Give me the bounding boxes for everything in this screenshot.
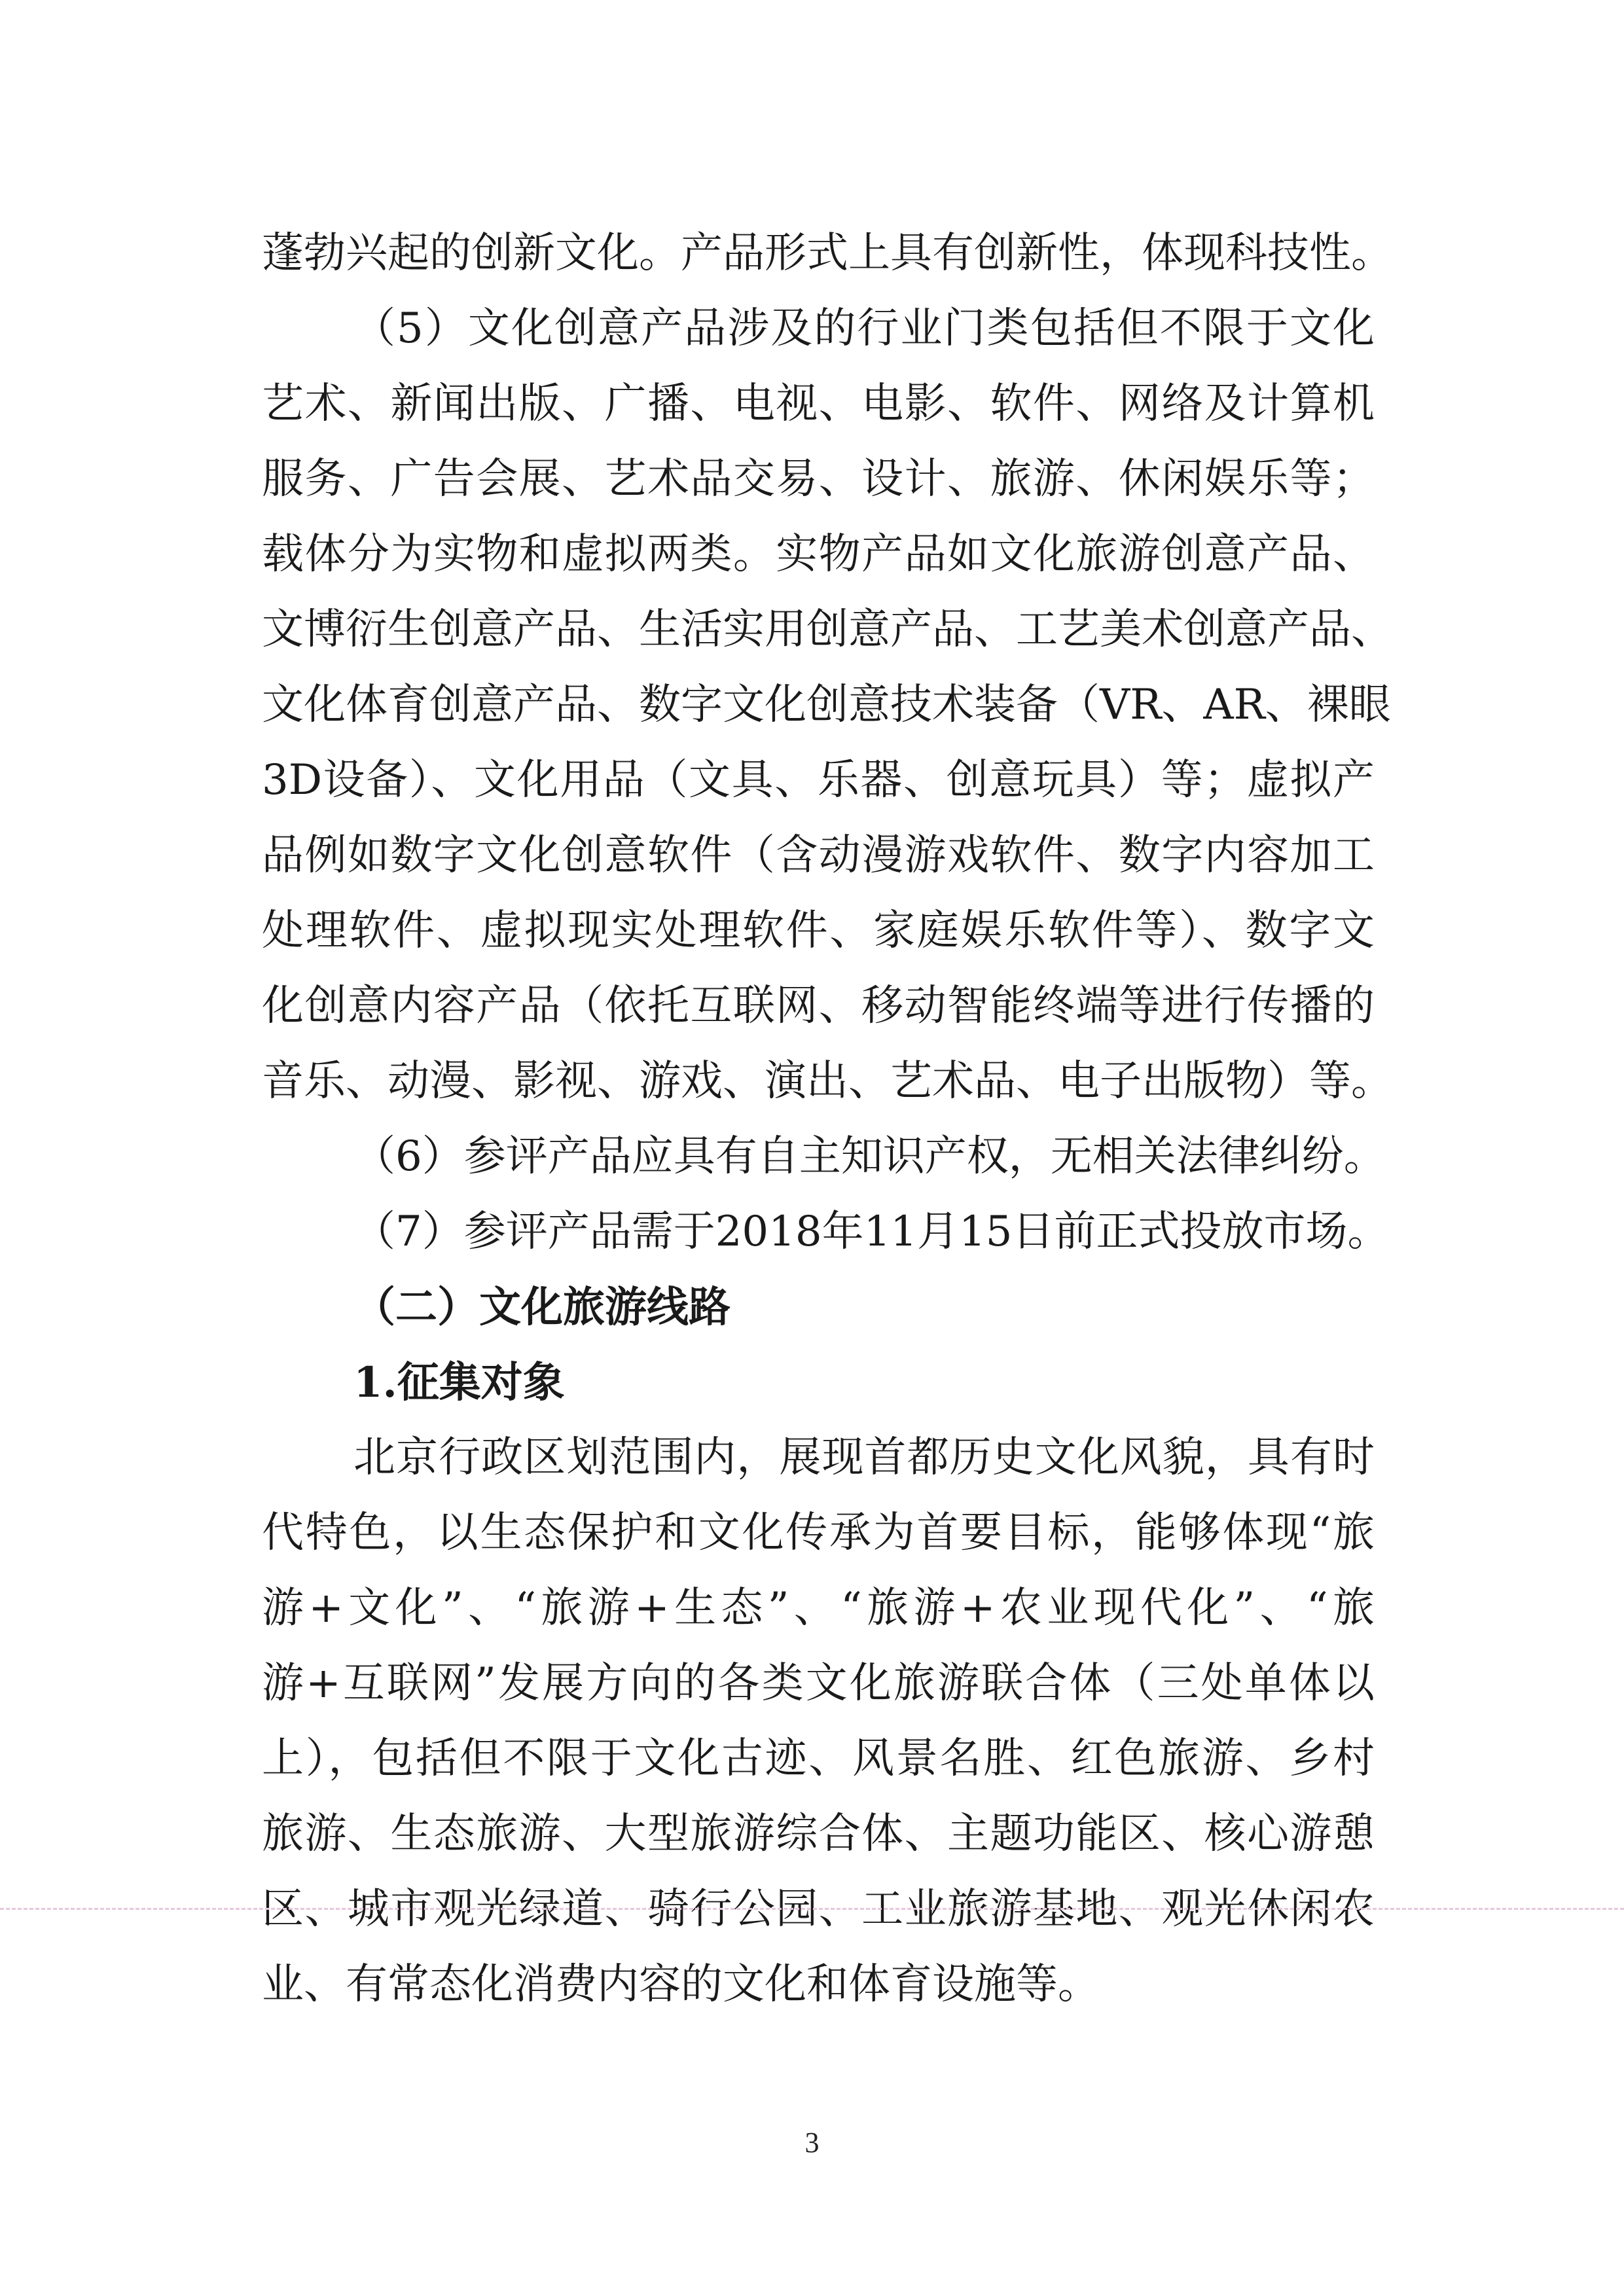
text-line: 游+文化”、“旅游+生态”、“旅游+农业现代化”、“旅 [262,1584,1375,1632]
text-line: 业、有常态化消费内容的文化和体育设施等。 [262,1960,1100,2009]
text-line: （6）参评产品应具有自主知识产权，无相关法律纠纷。 [353,1132,1386,1181]
text-line: 艺术、新闻出版、广播、电视、电影、软件、网络及计算机 [262,380,1375,428]
body-text [262,216,1393,2022]
text-line: 3D设备）、文化用品（文具、乐器、创意玩具）等；虚拟产 [262,756,1375,804]
fold-line-mark [0,1908,1624,1910]
text-line: 文博衍生创意产品、生活实用创意产品、工艺美术创意产品、 [262,605,1393,654]
text-line: 蓬勃兴起的创新文化。产品形式上具有创新性，体现科技性。 [262,229,1393,278]
text-line: （5）文化创意产品涉及的行业门类包括但不限于文化 [353,304,1375,353]
text-line: 化创意内容产品（依托互联网、移动智能终端等进行传播的 [262,982,1375,1030]
page-number: 3 [804,2126,820,2159]
text-line: 游+互联网”发展方向的各类文化旅游联合体（三处单体以 [262,1659,1375,1708]
text-line: 音乐、动漫、影视、游戏、演出、艺术品、电子出版物）等。 [262,1057,1393,1105]
text-line: 北京行政区划范围内，展现首都历史文化风貌，具有时 [353,1433,1375,1482]
text-line: 代特色，以生态保护和文化传承为首要目标，能够体现“旅 [262,1509,1375,1557]
text-line: 区、城市观光绿道、骑行公园、工业旅游基地、观光休闲农 [262,1885,1375,1933]
text-line: 文化体育创意产品、数字文化创意技术装备（VR、AR、裸眼 [262,681,1391,729]
subsection-heading: 1.征集对象 [353,1358,565,1407]
text-line: 旅游、生态旅游、大型旅游综合体、主题功能区、核心游憩 [262,1810,1375,1858]
text-line: （7）参评产品需于2018年11月15日前正式投放市场。 [353,1208,1390,1256]
text-line: 服务、广告会展、艺术品交易、设计、旅游、休闲娱乐等； [262,455,1375,503]
text-line: 上），包括但不限于文化古迹、风景名胜、红色旅游、乡村 [262,1734,1375,1783]
section-heading: （二）文化旅游线路 [353,1283,731,1332]
text-line: 载体分为实物和虚拟两类。实物产品如文化旅游创意产品、 [262,530,1375,579]
text-line: 处理软件、虚拟现实处理软件、家庭娱乐软件等）、数字文 [262,906,1375,955]
text-line: 品例如数字文化创意软件（含动漫游戏软件、数字内容加工 [262,831,1375,880]
